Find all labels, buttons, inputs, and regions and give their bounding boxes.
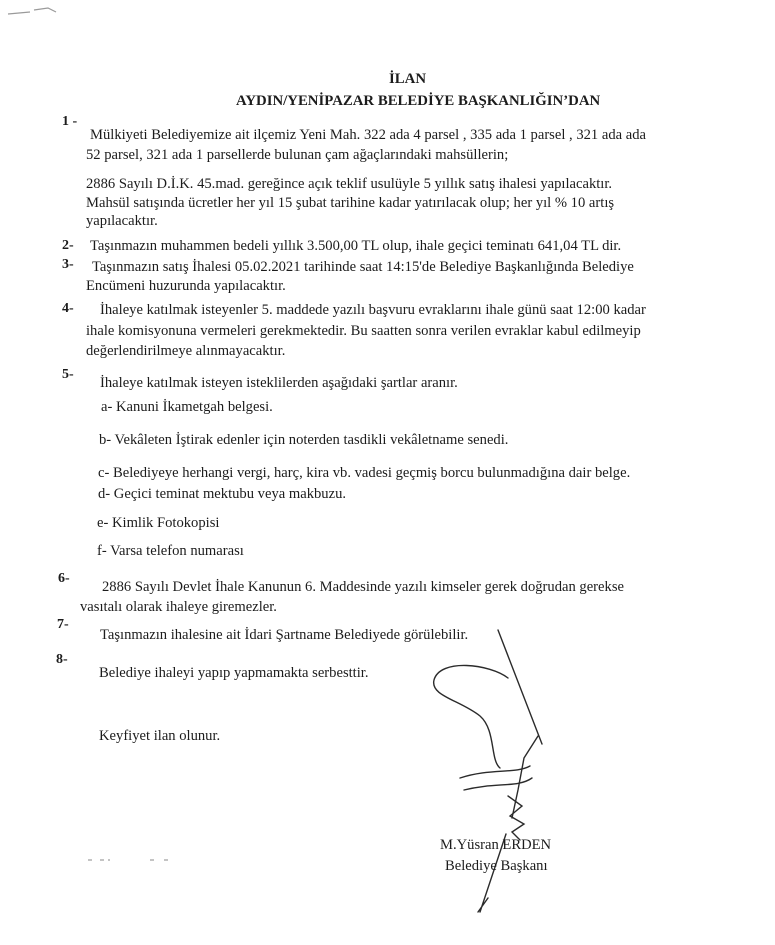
- signatory-name: M.Yüsran ERDEN: [440, 837, 552, 853]
- item-number-7: 7-: [57, 617, 69, 632]
- item-number-8: 8-: [56, 652, 68, 667]
- item-number-3: 3-: [62, 257, 74, 272]
- item-1-line-1: Mülkiyeti Belediyemize ait ilçemiz Yeni Mah. 322 ada 4 parsel , 335 ada 1 parsel , 321 ada ada: [90, 127, 647, 143]
- item-5-sub-d: d- Geçici teminat mektubu veya makbuzu.: [98, 486, 347, 502]
- item-number-1: 1 -: [62, 114, 78, 129]
- item-5-sub-a: a- Kanuni İkametgah belgesi.: [101, 399, 273, 415]
- item-3-line-1: Taşınmazın satış İhalesi 05.02.2021 tarihinde saat 14:15'de Belediye Başkanlığında Belediye: [92, 259, 634, 275]
- item-4-line-3: değerlendirilmeye alınmayacaktır.: [86, 343, 286, 359]
- item-5-sub-c: c- Belediyeye herhangi vergi, harç, kira vb. vadesi geçmiş borcu bulunmadığına dair belge.: [98, 465, 631, 481]
- item-5-line-1: İhaleye katılmak isteyen isteklilerden aşağıdaki şartlar aranır.: [100, 375, 458, 391]
- item-4-line-1: İhaleye katılmak isteyenler 5. maddede yazılı başvuru evraklarını ihale günü saat 12:00 kadar: [100, 302, 646, 318]
- page-title: İLAN: [389, 71, 426, 87]
- item-5-sub-f: f- Varsa telefon numarası: [97, 543, 244, 559]
- signatory-title: Belediye Başkanı: [445, 858, 548, 874]
- scan-artifact-top-left: [0, 0, 120, 30]
- item-5-sub-e: e- Kimlik Fotokopisi: [97, 515, 220, 531]
- page-subtitle: AYDIN/YENİPAZAR BELEDİYE BAŞKANLIĞIN’DAN: [236, 93, 601, 109]
- item-1-line-2: 52 parsel, 321 ada 1 parsellerde bulunan çam ağaçlarındaki mahsüllerin;: [86, 147, 509, 163]
- item-2-line-1: Taşınmazın muhammen bedeli yıllık 3.500,00 TL olup, ihale geçici teminatı 641,04 TL dir.: [90, 238, 622, 254]
- item-3-line-2: Encümeni huzurunda yapılacaktır.: [86, 278, 286, 294]
- item-7-line-1: Taşınmazın ihalesine ait İdari Şartname Belediyede görülebilir.: [100, 627, 469, 643]
- item-number-2: 2-: [62, 238, 74, 253]
- item-number-6: 6-: [58, 571, 70, 586]
- item-5-sub-b: b- Vekâleten İştirak edenler için noterden tasdikli vekâletname senedi.: [99, 432, 509, 448]
- closing-statement: Keyfiyet ilan olunur.: [99, 728, 221, 744]
- item-1-extra-line-3: yapılacaktır.: [86, 213, 158, 229]
- item-number-5: 5-: [62, 367, 74, 382]
- item-1-extra-line-1: 2886 Sayılı D.İ.K. 45.mad. gereğince açık teklif usulüyle 5 yıllık satış ihalesi yapılacaktır.: [86, 176, 613, 192]
- item-1-extra-line-2: Mahsül satışında ücretler her yıl 15 şubat tarihine kadar yatırılacak olup; her yıl % 10 artış: [86, 195, 615, 211]
- item-6-line-1: 2886 Sayılı Devlet İhale Kanunun 6. Maddesinde yazılı kimseler gerek doğrudan gerekse: [102, 579, 624, 595]
- item-4-line-2: ihale komisyonuna vermeleri gerekmektedir. Bu saatten sonra verilen evraklar kabul edilmeyip: [86, 323, 641, 339]
- scan-artifact-bottom: [80, 854, 200, 866]
- item-8-line-1: Belediye ihaleyi yapıp yapmamakta serbesttir.: [99, 665, 369, 681]
- item-number-4: 4-: [62, 301, 74, 316]
- item-6-line-2: vasıtalı olarak ihaleye giremezler.: [80, 599, 277, 615]
